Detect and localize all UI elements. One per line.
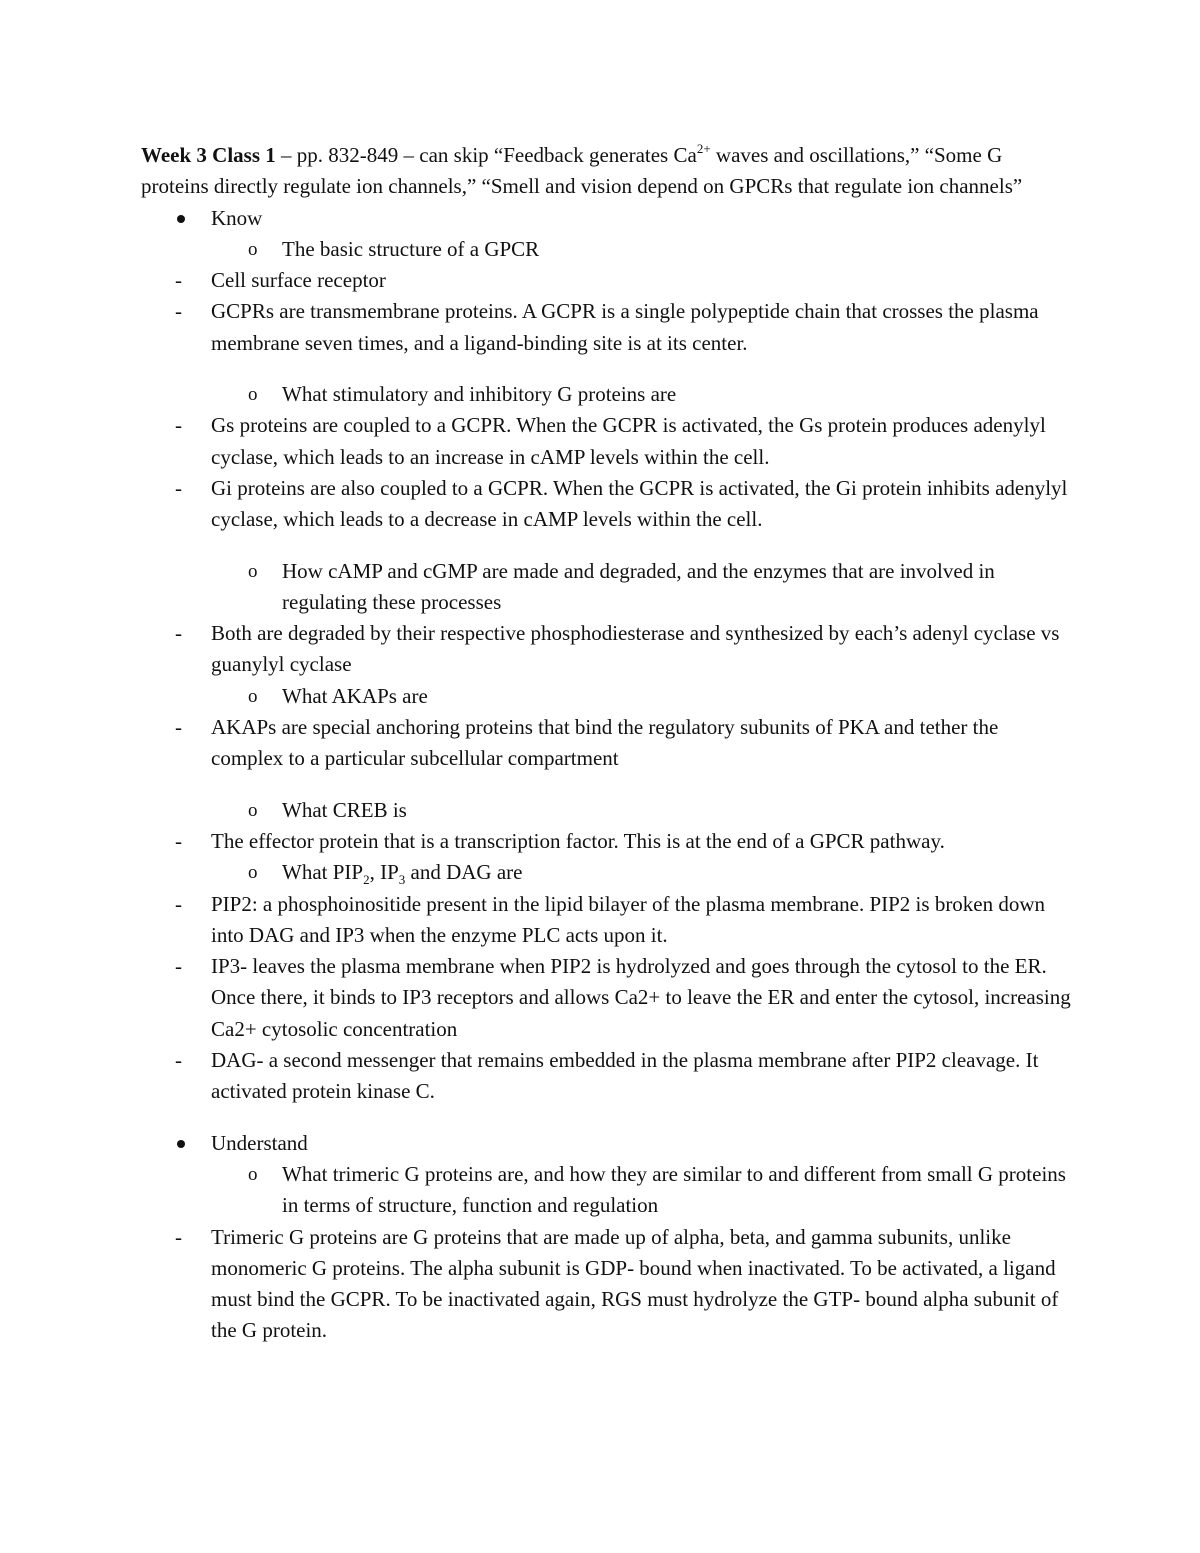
dash-marker: - — [175, 954, 182, 979]
subitem-text: , IP — [369, 860, 399, 885]
circle-bullet-icon: o — [248, 685, 258, 707]
answer-text: Both are degraded by their respective phosphodiesterase and synthesized by each’s adenyl cyclase vs guanylyl cyclase — [211, 621, 1060, 677]
heading-superscript: 2+ — [696, 141, 711, 156]
answer-item — [141, 410, 1071, 473]
dash-marker: - — [175, 1224, 182, 1249]
dash-marker: - — [175, 715, 182, 740]
dash-marker: - — [175, 413, 182, 438]
answer-item — [141, 265, 1071, 296]
circle-bullet-icon: o — [248, 862, 258, 884]
answer-text: DAG- a second messenger that remains embedded in the plasma membrane after PIP2 cleavage. It activated protein kinase C. — [211, 1048, 1039, 1104]
answer-text: PIP2: a phosphoinositide present in the lipid bilayer of the plasma membrane. PIP2 is broken down into DAG and IP3 when the enzyme PLC acts upon it. — [211, 891, 1046, 947]
answer-text: Gi proteins are also coupled to a GCPR. When the GCPR is activated, the Gi protein inhibits adenylyl cyclase, which leads to a decrease in cAMP levels within the cell. — [211, 475, 1068, 532]
answer-item — [141, 712, 1071, 775]
dash-marker: - — [175, 621, 182, 646]
subitem-text: The basic structure of a GPCR — [282, 236, 540, 261]
bullet-know — [141, 203, 1071, 234]
circle-bullet-icon: o — [248, 1163, 258, 1185]
subitem-text: What trimeric G proteins are, and how they are similar to and different from small G proteins in terms of structure, function and regulation — [282, 1161, 1066, 1218]
bullet-understand — [141, 1128, 1071, 1159]
subitem-text: and DAG are — [405, 860, 523, 885]
answer-item — [141, 889, 1071, 952]
subitem-text: What PIP — [282, 860, 364, 885]
answer-text: The effector protein that is a transcription factor. This is at the end of a GPCR pathway. — [211, 828, 945, 853]
subitem — [141, 234, 1071, 265]
subitem — [141, 1159, 1071, 1222]
dash-marker: - — [175, 268, 182, 293]
answer-text: AKAPs are special anchoring proteins that bind the regulatory subunits of PKA and tether the complex to a particular subcellular compartment — [211, 715, 999, 771]
answer-item — [141, 296, 1071, 359]
dash-marker: - — [175, 828, 182, 853]
dash-marker: - — [175, 475, 182, 500]
subitem — [141, 379, 1071, 410]
dash-marker: - — [175, 891, 182, 916]
subitem — [141, 857, 1071, 888]
dash-marker: - — [175, 299, 182, 324]
circle-bullet-icon: o — [248, 560, 258, 582]
subscript: 3 — [398, 872, 406, 888]
answer-item — [141, 951, 1071, 1045]
circle-bullet-icon: o — [248, 799, 258, 821]
subitem-text: What CREB is — [282, 797, 407, 822]
answer-text: Trimeric G proteins are G proteins that are made up of alpha, beta, and gamma subunits, unlike monomeric G proteins. The alpha subunit is GDP- bound when inactivated. To be activated, a ligand must bind the GCPR. To be inactivated again, RGS must hydrolyze the GTP- bound alpha subunit of the G protein. — [211, 1224, 1059, 1343]
bullet-know-label: Know — [211, 205, 263, 230]
answer-item — [141, 826, 1071, 857]
subitem-text: What AKAPs are — [282, 683, 428, 708]
answer-text: Gs proteins are coupled to a GCPR. When the GCPR is activated, the Gs protein produces adenylyl cyclase, which leads to an increase in cAMP levels within the cell. — [211, 413, 1046, 469]
circle-bullet-icon: o — [248, 238, 258, 260]
subitem-text: How cAMP and cGMP are made and degraded, and the enzymes that are involved in regulating these processes — [282, 558, 995, 614]
answer-text: IP3- leaves the plasma membrane when PIP2 is hydrolyzed and goes through the cytosol to the ER. Once there, it binds to IP3 receptors and allows Ca2+ to leave the ER and enter the cytosol, increasing Ca2+ cytosolic concentration — [211, 954, 1071, 1041]
dash-marker: - — [175, 1048, 182, 1073]
bullet-dot-icon — [177, 1128, 185, 1159]
bullet-dot-icon — [177, 203, 185, 234]
heading-text-cont: waves and oscillations,” “Some G proteins directly regulate ion channels,” “Smell and vision depend on GPCRs that regulate ion channels” — [141, 143, 1023, 199]
heading-week-label: Week 3 Class 1 — [141, 143, 276, 167]
subscript: 2 — [363, 872, 370, 888]
answer-item — [141, 1045, 1071, 1108]
answer-item — [141, 618, 1071, 681]
section-heading — [141, 140, 1071, 203]
document-body — [141, 140, 1071, 1347]
subitem — [141, 681, 1071, 712]
circle-bullet-icon: o — [248, 384, 258, 406]
answer-text: GCPRs are transmembrane proteins. A GCPR is a single polypeptide chain that crosses the plasma membrane seven times, and a ligand-binding site is at its center. — [211, 299, 1039, 355]
subitem — [141, 795, 1071, 826]
answer-item — [141, 473, 1071, 536]
answer-text: Cell surface receptor — [211, 268, 386, 293]
heading-text: – pp. 832-849 – can skip “Feedback generates Ca — [275, 143, 697, 167]
subitem — [141, 556, 1071, 619]
answer-item — [141, 1222, 1071, 1347]
bullet-understand-label: Understand — [211, 1130, 308, 1155]
subitem-text: What stimulatory and inhibitory G proteins are — [282, 382, 677, 407]
